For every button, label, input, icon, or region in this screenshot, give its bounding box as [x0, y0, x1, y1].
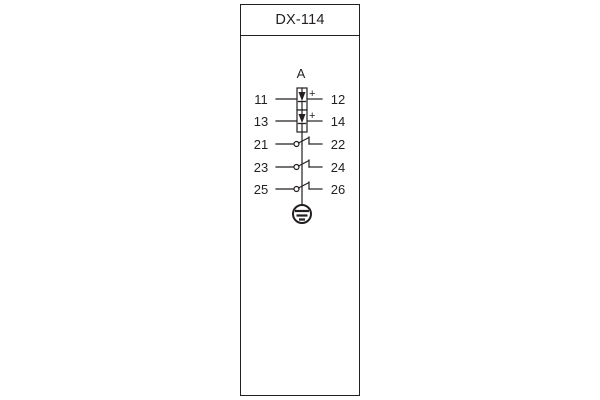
polarity-plus-row-13: +	[309, 110, 316, 122]
terminal-number-11: 11	[254, 92, 268, 107]
contact-pivot-row-25	[294, 187, 299, 192]
contact-blade-row-25	[299, 183, 310, 189]
terminal-number-22: 22	[330, 137, 346, 152]
terminal-number-23: 23	[253, 160, 269, 175]
contact-blade-row-23	[299, 161, 310, 167]
terminal-number-14: 14	[330, 114, 346, 129]
terminal-number-21: 21	[253, 137, 269, 152]
terminal-group-label: A	[296, 66, 306, 81]
contact-pivot-row-21	[294, 142, 299, 147]
earth-ground-symbol	[293, 205, 311, 223]
terminal-number-12: 12	[330, 92, 346, 107]
device-title: DX-114	[275, 12, 325, 28]
terminal-number-13: 13	[253, 114, 269, 129]
contact-blade-row-21	[299, 138, 310, 144]
terminal-number-25: 25	[253, 182, 269, 197]
terminal-number-26: 26	[330, 182, 346, 197]
terminal-number-24: 24	[330, 160, 346, 175]
polarity-plus-row-11: +	[309, 88, 316, 100]
contact-pivot-row-23	[294, 165, 299, 170]
